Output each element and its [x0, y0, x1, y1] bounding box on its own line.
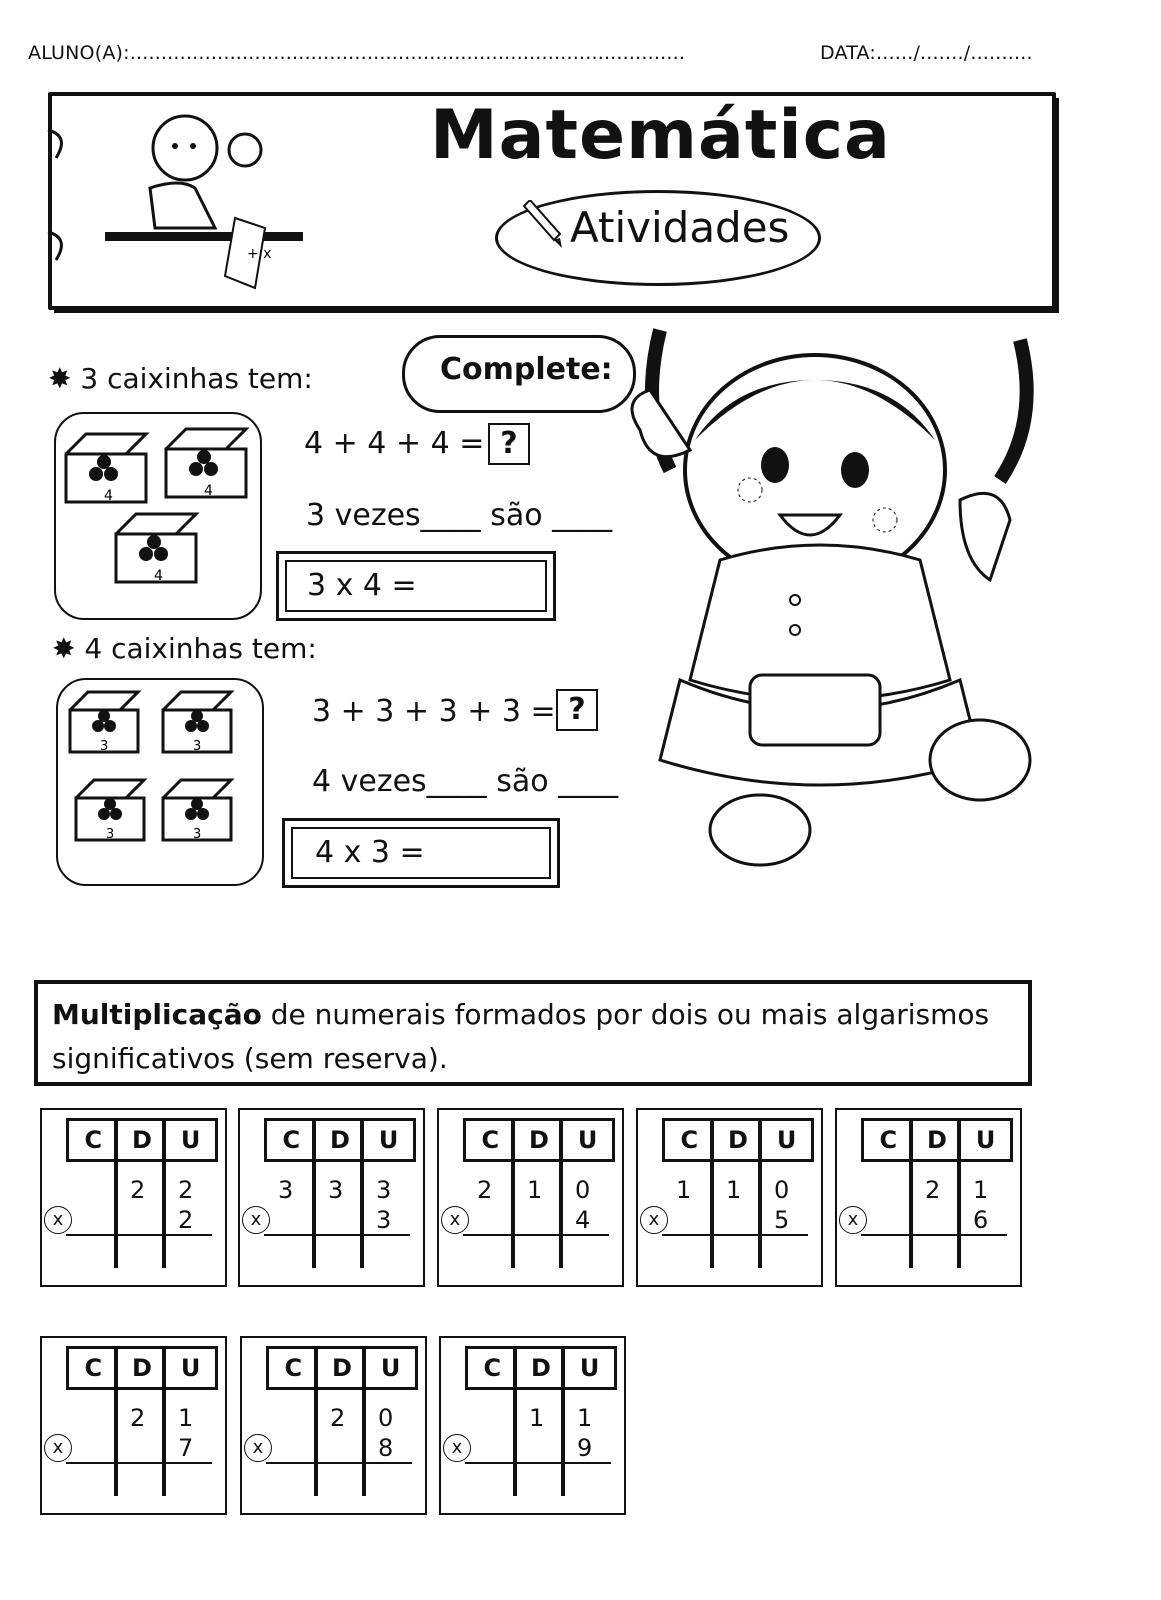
boxes-illustration — [56, 414, 260, 618]
top-digit: 0 — [575, 1176, 591, 1204]
column-header: D — [529, 1126, 549, 1154]
result-line — [463, 1234, 609, 1236]
top-digit: 2 — [477, 1176, 493, 1204]
column-header: U — [577, 1126, 598, 1154]
top-digit: 1 — [577, 1404, 593, 1432]
top-digit: 1 — [973, 1176, 989, 1204]
column-header: C — [282, 1126, 301, 1154]
section2-answer-box[interactable]: ? — [556, 689, 598, 731]
cdu-header — [662, 1118, 814, 1162]
column-header: C — [284, 1354, 303, 1382]
multiplication-problem[interactable] — [439, 1336, 626, 1515]
scroll-curl-icon — [40, 120, 80, 280]
top-digit: 1 — [726, 1176, 742, 1204]
top-digit: 0 — [774, 1176, 790, 1204]
boxes-illustration — [58, 680, 262, 884]
column-divider — [758, 1118, 762, 1268]
multiplication-problem[interactable] — [437, 1108, 624, 1287]
column-header: U — [180, 1126, 201, 1154]
three-boxes-picture — [54, 412, 262, 620]
cdu-header — [465, 1346, 617, 1390]
multiplication-problem[interactable] — [40, 1336, 227, 1515]
star-icon: ✸ — [52, 632, 85, 665]
times-icon: x — [44, 1206, 72, 1234]
section1-words-a: 3 vezes — [306, 498, 421, 533]
column-divider — [114, 1346, 118, 1496]
svg-text:3: 3 — [106, 827, 115, 842]
svg-text:4: 4 — [104, 488, 113, 504]
column-divider — [362, 1346, 366, 1496]
column-header: C — [879, 1126, 898, 1154]
bottom-digit: 3 — [376, 1206, 392, 1234]
multiplication-problem[interactable] — [238, 1108, 425, 1287]
column-header: U — [180, 1354, 201, 1382]
column-divider — [561, 1346, 565, 1496]
svg-text:3: 3 — [100, 739, 109, 754]
page-title: Matemática — [430, 96, 891, 175]
times-icon: x — [839, 1206, 867, 1234]
column-header: C — [84, 1354, 103, 1382]
multiplication-problem[interactable] — [636, 1108, 823, 1287]
column-divider — [162, 1346, 166, 1496]
result-line — [465, 1462, 611, 1464]
girl-illustration — [600, 300, 1050, 880]
instruction-rest: de numerais formados por dois ou mais algarismos significativos (sem reserva). — [52, 998, 990, 1075]
section1-words: 3 vezes____ são ____ — [306, 498, 613, 533]
section1-sum: 4 + 4 + 4 = — [304, 426, 485, 461]
times-icon: x — [44, 1434, 72, 1462]
boy-writing-illustration — [105, 108, 305, 298]
column-divider — [360, 1118, 364, 1268]
times-icon: x — [640, 1206, 668, 1234]
top-digit: 1 — [178, 1404, 194, 1432]
column-header: C — [481, 1126, 500, 1154]
column-header: C — [680, 1126, 699, 1154]
column-header: U — [380, 1354, 401, 1382]
section1-multiplication: 3 x 4 = — [307, 568, 417, 603]
multiplication-problem[interactable] — [240, 1336, 427, 1515]
student-name-field[interactable]: ALUNO(A):......................................................................................... — [28, 42, 686, 64]
times-icon: x — [242, 1206, 270, 1234]
column-divider — [114, 1118, 118, 1268]
result-line — [264, 1234, 410, 1236]
times-icon: x — [441, 1206, 469, 1234]
section2-words: 4 vezes____ são ____ — [312, 764, 619, 799]
date-field[interactable]: DATA:....../......./.......... — [820, 42, 1033, 64]
bottom-digit: 7 — [178, 1434, 194, 1462]
section1-label — [48, 362, 313, 395]
instruction-text — [52, 993, 1027, 1081]
section2-words-b: são — [496, 764, 549, 799]
column-header: D — [927, 1126, 947, 1154]
times-icon: x — [244, 1434, 272, 1462]
column-divider — [511, 1118, 515, 1268]
column-header: D — [531, 1354, 551, 1382]
multiplication-problem[interactable] — [835, 1108, 1022, 1287]
top-digit: 1 — [527, 1176, 543, 1204]
top-digit: 2 — [925, 1176, 941, 1204]
cdu-header — [463, 1118, 615, 1162]
top-digit: 2 — [178, 1176, 194, 1204]
result-line — [662, 1234, 808, 1236]
section2-multiplication-box[interactable] — [282, 818, 560, 888]
section2-words-a: 4 vezes — [312, 764, 427, 799]
bottom-digit: 6 — [973, 1206, 989, 1234]
column-divider — [314, 1346, 318, 1496]
section1-answer-box[interactable]: ? — [488, 423, 530, 465]
times-icon: x — [443, 1434, 471, 1462]
bottom-digit: 4 — [575, 1206, 591, 1234]
column-divider — [312, 1118, 316, 1268]
svg-text:3: 3 — [193, 827, 202, 842]
section2-label — [52, 632, 317, 665]
bottom-digit: 2 — [178, 1206, 194, 1234]
column-header: D — [132, 1354, 152, 1382]
star-icon: ✸ — [48, 362, 81, 395]
speech-bubble-text: Complete: — [440, 352, 613, 387]
svg-text:4: 4 — [204, 483, 213, 499]
column-header: D — [132, 1126, 152, 1154]
top-digit: 2 — [330, 1404, 346, 1432]
svg-text:4: 4 — [154, 568, 163, 584]
svg-text:+ x: + x — [247, 246, 272, 262]
column-header: U — [975, 1126, 996, 1154]
instruction-bold: Multiplicação — [52, 998, 262, 1031]
bottom-digit: 9 — [577, 1434, 593, 1462]
top-digit: 3 — [278, 1176, 294, 1204]
bottom-digit: 8 — [378, 1434, 394, 1462]
cdu-header — [266, 1346, 418, 1390]
section1-multiplication-box[interactable] — [276, 551, 556, 621]
column-header: C — [483, 1354, 502, 1382]
pencil-icon — [520, 200, 564, 250]
column-header: D — [728, 1126, 748, 1154]
column-divider — [710, 1118, 714, 1268]
column-divider — [909, 1118, 913, 1268]
column-header: C — [84, 1126, 103, 1154]
column-header: U — [776, 1126, 797, 1154]
cdu-header — [264, 1118, 416, 1162]
column-header: U — [579, 1354, 600, 1382]
subtitle: Atividades — [570, 203, 790, 252]
column-divider — [162, 1118, 166, 1268]
top-digit: 2 — [130, 1176, 146, 1204]
cdu-header — [861, 1118, 1013, 1162]
column-header: D — [332, 1354, 352, 1382]
svg-text:3: 3 — [193, 739, 202, 754]
section1-label-text: 3 caixinhas tem: — [80, 362, 313, 395]
top-digit: 2 — [130, 1404, 146, 1432]
top-digit: 1 — [529, 1404, 545, 1432]
multiplication-problem[interactable] — [40, 1108, 227, 1287]
column-header: U — [378, 1126, 399, 1154]
top-digit: 3 — [328, 1176, 344, 1204]
top-digit: 3 — [376, 1176, 392, 1204]
result-line — [266, 1462, 412, 1464]
four-boxes-picture — [56, 678, 264, 886]
bottom-digit: 5 — [774, 1206, 790, 1234]
section2-multiplication: 4 x 3 = — [315, 835, 425, 870]
column-divider — [957, 1118, 961, 1268]
column-divider — [513, 1346, 517, 1496]
section2-sum: 3 + 3 + 3 + 3 = — [312, 694, 556, 729]
column-divider — [559, 1118, 563, 1268]
top-digit: 1 — [676, 1176, 692, 1204]
result-line — [66, 1234, 212, 1236]
section1-words-b: são — [490, 498, 543, 533]
column-header: D — [330, 1126, 350, 1154]
cdu-header — [66, 1118, 218, 1162]
result-line — [66, 1462, 212, 1464]
top-digit: 0 — [378, 1404, 394, 1432]
section2-label-text: 4 caixinhas tem: — [84, 632, 317, 665]
result-line — [861, 1234, 1007, 1236]
cdu-header — [66, 1346, 218, 1390]
